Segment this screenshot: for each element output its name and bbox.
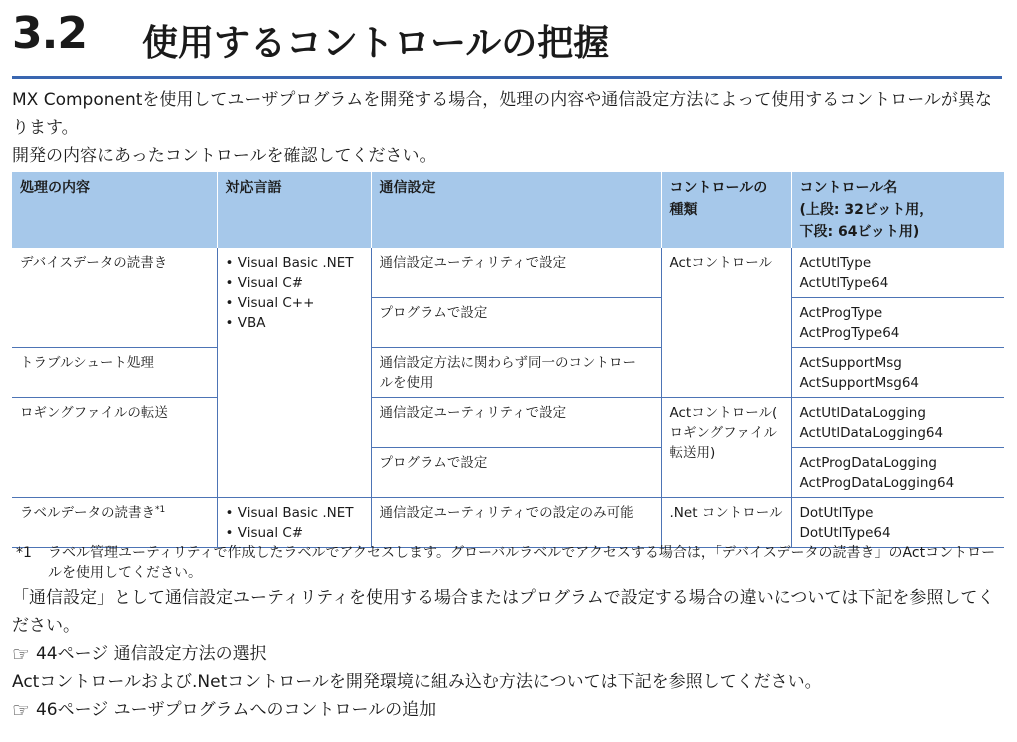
control-name-32: ActProgType bbox=[799, 305, 883, 321]
footnote bbox=[16, 543, 1001, 583]
header-rule bbox=[12, 76, 1002, 79]
header-name-line2: (上段: 32ビット用， bbox=[799, 202, 934, 218]
cell-kind-act-logging bbox=[661, 398, 791, 498]
kind-log-line3: 転送用) bbox=[669, 445, 716, 461]
reference-text-1[interactable]: 44ページ 通信設定方法の選択 bbox=[35, 644, 267, 664]
language-item: • Visual Basic .NET bbox=[226, 253, 363, 273]
header-kind-line2: 種類 bbox=[669, 202, 698, 218]
control-name-64: ActSupportMsg64 bbox=[799, 375, 920, 391]
cell-comm-program-2: プログラムで設定 bbox=[371, 448, 661, 498]
cell-process-label bbox=[12, 498, 217, 548]
footnote-ref: *1 bbox=[155, 505, 166, 515]
pointing-hand-icon: ☞ bbox=[12, 698, 30, 722]
body-text bbox=[12, 584, 1007, 724]
section-header bbox=[0, 0, 1017, 78]
table-row bbox=[12, 498, 1004, 548]
table-header-row bbox=[12, 172, 1004, 248]
intro-text bbox=[12, 86, 1007, 170]
cell-comm-program: プログラムで設定 bbox=[371, 298, 661, 348]
header-name-line1: コントロール名 bbox=[799, 180, 898, 196]
cell-process-logging: ロギングファイルの転送 bbox=[12, 398, 217, 498]
reference-link-2[interactable] bbox=[12, 696, 1007, 724]
cell-name-r4 bbox=[791, 398, 1004, 448]
footnote-mark: *1 bbox=[16, 545, 32, 561]
footnote-text: ラベル管理ユーティリティで作成したラベルでアクセスします。グローバルラベルでアクセスする場合は，「デバイスデータの読書き」のActコントロールを使用してください。 bbox=[48, 545, 996, 581]
cell-name-r6 bbox=[791, 498, 1004, 548]
cell-comm-utility-2: 通信設定ユーティリティで設定 bbox=[371, 398, 661, 448]
cell-process-device: デバイスデータの読書き bbox=[12, 248, 217, 348]
language-item: • Visual C# bbox=[226, 523, 363, 543]
kind-log-line2: ロギングファイル bbox=[669, 425, 777, 441]
control-name-32: ActSupportMsg bbox=[799, 355, 902, 371]
table-row bbox=[12, 248, 1004, 298]
control-name-64: ActProgType64 bbox=[799, 325, 900, 341]
comm-same-line2: ルを使用 bbox=[379, 375, 434, 391]
cell-name-r2 bbox=[791, 298, 1004, 348]
cell-name-r5 bbox=[791, 448, 1004, 498]
header-comm: 通信設定 bbox=[371, 172, 661, 248]
kind-log-line1: Actコントロール( bbox=[669, 405, 778, 421]
cell-languages-a bbox=[217, 248, 371, 498]
cell-kind-net: .Net コントロール bbox=[661, 498, 791, 548]
language-list-b bbox=[226, 503, 363, 543]
language-item: • VBA bbox=[226, 313, 363, 333]
control-table bbox=[12, 172, 1004, 548]
control-name-32: ActUtlDataLogging bbox=[799, 405, 926, 421]
table-row bbox=[12, 348, 1004, 398]
control-name-64: ActUtlType64 bbox=[799, 275, 889, 291]
header-name bbox=[791, 172, 1004, 248]
language-item: • Visual C++ bbox=[226, 293, 363, 313]
intro-line-2: 開発の内容にあったコントロールを確認してください。 bbox=[12, 146, 437, 166]
cell-name-r1 bbox=[791, 248, 1004, 298]
language-item: • Visual C# bbox=[226, 273, 363, 293]
control-name-64: ActUtlDataLogging64 bbox=[799, 425, 944, 441]
cell-languages-b bbox=[217, 498, 371, 548]
control-name-32: DotUtlType bbox=[799, 505, 874, 521]
cell-comm-utility-only: 通信設定ユーティリティでの設定のみ可能 bbox=[371, 498, 661, 548]
cell-comm-same bbox=[371, 348, 661, 398]
cell-process-trouble: トラブルシュート処理 bbox=[12, 348, 217, 398]
section-title: 使用するコントロールの把握 bbox=[142, 23, 610, 64]
language-item: • Visual Basic .NET bbox=[226, 503, 363, 523]
cell-comm-utility: 通信設定ユーティリティで設定 bbox=[371, 248, 661, 298]
reference-link-1[interactable] bbox=[12, 640, 1007, 668]
body-paragraph-2: Actコントロールおよび.Netコントロールを開発環境に組み込む方法については下記を参照してください。 bbox=[12, 672, 822, 692]
header-process: 処理の内容 bbox=[12, 172, 217, 248]
control-name-32: ActUtlType bbox=[799, 255, 872, 271]
header-language: 対応言語 bbox=[217, 172, 371, 248]
section-number: 3.2 bbox=[12, 8, 87, 59]
control-name-32: ActProgDataLogging bbox=[799, 455, 937, 471]
comm-same-line1: 通信設定方法に関わらず同一のコントロー bbox=[379, 355, 636, 371]
intro-line-1: MX Componentを使用してユーザプログラムを開発する場合，処理の内容や通信設定方法によって使用するコントロールが異なります。 bbox=[12, 90, 992, 138]
header-kind bbox=[661, 172, 791, 248]
header-kind-line1: コントロールの bbox=[669, 180, 768, 196]
reference-text-2[interactable]: 46ページ ユーザプログラムへのコントロールの追加 bbox=[35, 700, 437, 720]
control-name-64: ActProgDataLogging64 bbox=[799, 475, 955, 491]
pointing-hand-icon: ☞ bbox=[12, 642, 30, 666]
table-row bbox=[12, 398, 1004, 448]
cell-kind-act: Actコントロール bbox=[661, 248, 791, 398]
header-name-line3: 下段: 64ビット用) bbox=[799, 224, 920, 240]
body-paragraph-1: 「通信設定」として通信設定ユーティリティを使用する場合またはプログラムで設定する場合の違いについては下記を参照してください。 bbox=[12, 588, 995, 636]
process-label-text: ラベルデータの読書き bbox=[20, 505, 155, 521]
control-name-64: DotUtlType64 bbox=[799, 525, 891, 541]
cell-name-r3 bbox=[791, 348, 1004, 398]
language-list-a bbox=[226, 253, 363, 333]
